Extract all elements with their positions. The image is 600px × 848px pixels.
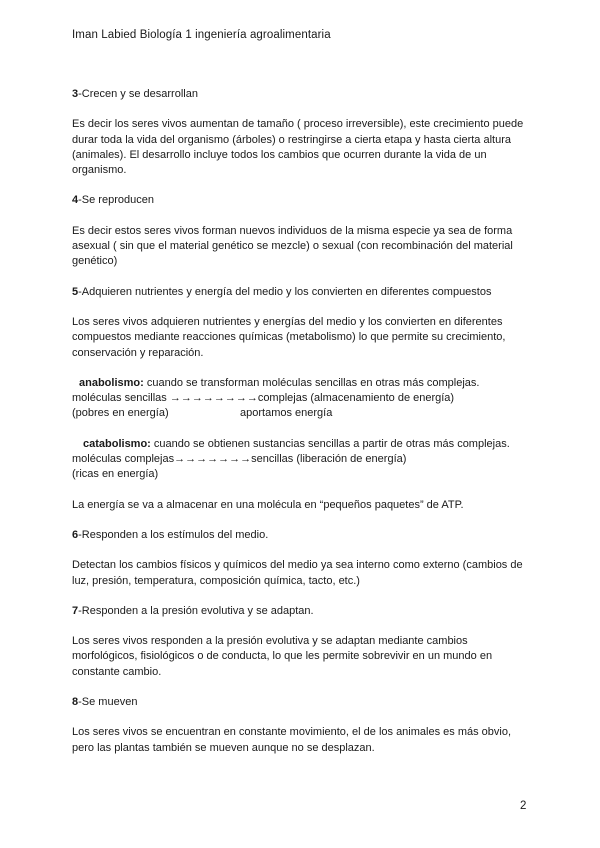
section-7-heading	[72, 604, 532, 619]
catabolismo-note: (ricas en energía)	[72, 468, 159, 481]
section-4-heading	[72, 193, 532, 208]
page-number: 2	[520, 800, 527, 812]
section-title: -Se reproducen	[78, 194, 154, 207]
section-number: 3	[72, 88, 79, 100]
section-title: -Responden a los estímulos del medio.	[78, 528, 269, 541]
section-8-heading	[72, 695, 532, 710]
section-number: 6	[72, 528, 79, 541]
section-number: 4	[72, 194, 79, 207]
catabolismo-reaction: moléculas complejas→→→→→→→sencillas (liberación de energía)	[72, 453, 407, 466]
section-title: -Se mueven	[78, 696, 138, 709]
anabolismo-note-left: (pobres en energía)	[72, 407, 169, 420]
catabolismo-definition: cuando se obtienen sustancias sencillas a partir de otras más complejas.	[150, 437, 510, 450]
section-number: 7	[72, 604, 79, 617]
section-6-body: Detectan los cambios físicos y químicos del medio ya sea interno como externo (cambios de luz, presión, temperatura, composición química, tacto, etc.)	[72, 559, 523, 587]
section-title: -Adquieren nutrientes y energía del medio y los convierten en diferentes compuestos	[78, 285, 492, 298]
catabolismo-block	[72, 437, 532, 483]
section-8-body: Los seres vivos se encuentran en constante movimiento, el de los animales es más obvio, pero las plantas también se mueven aunque no se desplazan.	[72, 726, 512, 754]
section-3-heading	[72, 87, 532, 102]
section-3-body: Es decir los seres vivos aumentan de tamaño ( proceso irreversible), este crecimiento puede durar toda la vida del organismo (árboles) o restringirse a cierta etapa y hasta cierta altura (animales). El desarrollo incluye todos los cambios que ocurren durante la vida de un organismo.	[72, 118, 524, 177]
section-number: 5	[72, 285, 79, 298]
section-7-body: Los seres vivos responden a la presión evolutiva y se adaptan mediante cambios morfológicos, fisiológicos o de conducta, lo que les permite sobrevivir en un mundo en constante cambio.	[72, 635, 493, 678]
section-6-heading	[72, 528, 532, 543]
section-5-body: Los seres vivos adquieren nutrientes y energías del medio y los convierten en diferentes compuestos mediante reacciones químicas (metabolismo) lo que permite su crecimiento, conservación y reparación.	[72, 315, 506, 359]
section-title: -Crecen y se desarrollan	[78, 88, 198, 100]
page-header: Iman Labied Biología 1 ingeniería agroalimentaria	[72, 29, 331, 41]
section-number: 8	[72, 696, 79, 709]
anabolismo-definition: cuando se transforman moléculas sencillas en otras más complejas.	[143, 376, 480, 389]
document-body	[72, 87, 532, 771]
section-4-body: Es decir estos seres vivos forman nuevos individuos de la misma especie ya sea de forma asexual ( sin que el material genético se mezcle) o sexual (con recombinación del material genético)	[72, 224, 513, 268]
atp-sentence: La energía se va a almacenar en una molécula en “pequeños paquetes” de ATP.	[72, 498, 464, 511]
catabolismo-term: catabolismo:	[83, 437, 151, 450]
anabolismo-term: anabolismo:	[79, 376, 144, 389]
anabolismo-note-right: aportamos energía	[240, 407, 333, 420]
section-title: -Responden a la presión evolutiva y se adaptan.	[78, 604, 314, 617]
anabolismo-block	[72, 376, 532, 422]
section-5-heading	[72, 285, 532, 300]
anabolismo-reaction: moléculas sencillas →→→→→→→→complejas (almacenamiento de energía)	[72, 392, 455, 405]
